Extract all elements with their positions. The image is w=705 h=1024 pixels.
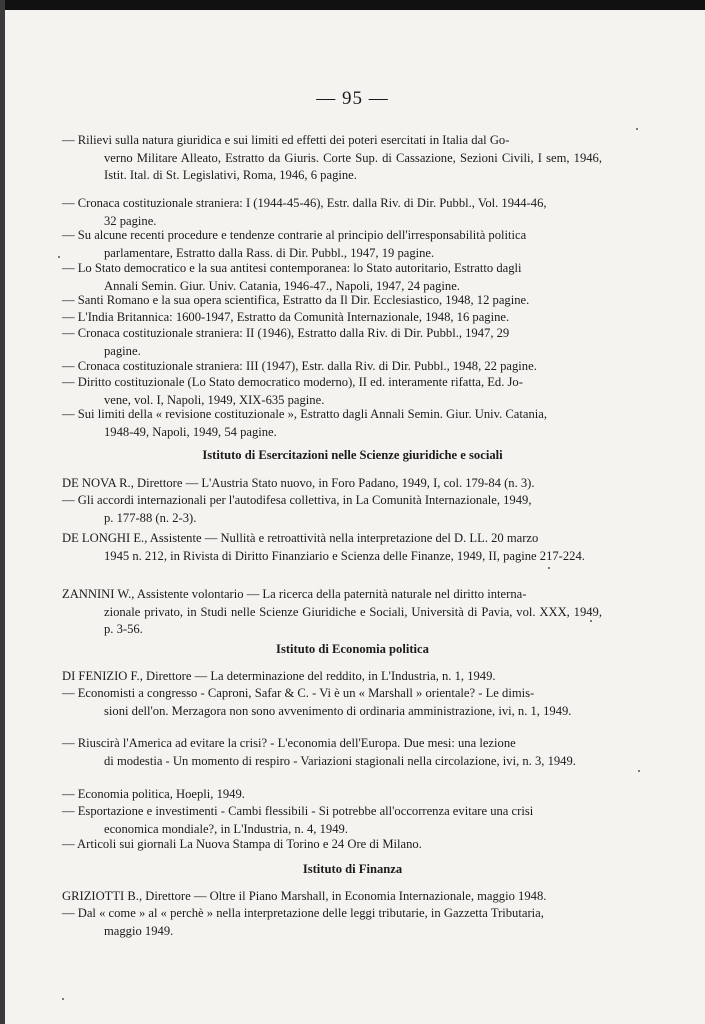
bibliography-entry — [62, 195, 602, 230]
entry-continuation: sioni dell'on. Merzagora non sono avvenimento di ordinaria amministrazione, ivi, n. 1, 1949. — [104, 703, 572, 718]
scan-speck — [590, 620, 592, 622]
entry-continuation: di modestia - Un momento di respiro - Variazioni stagionali nella circolazione, ivi, n. 3, 1949. — [104, 753, 576, 768]
bibliography-entry — [62, 888, 602, 906]
entry-first-line: — Lo Stato democratico e la sua antitesi contemporanea: lo Stato autoritario, Estratto dagli — [62, 261, 522, 275]
entry-first-line: — Su alcune recenti procedure e tendenze contrarie al principio dell'irresponsabilità politica — [62, 228, 527, 242]
entry-continuation: zionale privato, in Studi nelle Scienze Giuridiche e Sociali, Università di Pavia, vol. XXX, 1949, p. 3-56. — [104, 604, 602, 637]
entry-continuation: verno Militare Alleato, Estratto da Giuris. Corte Sup. di Cassazione, Sezioni Civili, I sem, 1946, Istit. Ital. di St. Legislativi, Roma, 1946, 6 pagine. — [104, 150, 602, 183]
entry-first-line: — Economisti a congresso - Caproni, Safar & C. - Vi è un « Marshall » orientale? - Le dimis- — [62, 686, 535, 700]
entry-first-line: — Riuscirà l'America ad evitare la crisi? - L'economia dell'Europa. Due mesi: una lezione — [62, 736, 516, 750]
scan-speck — [62, 998, 64, 1000]
entry-first-line: — Economia politica, Hoepli, 1949. — [62, 787, 245, 801]
entry-first-line: GRIZIOTTI B., Direttore — Oltre il Piano Marshall, in Economia Internazionale, maggio 1948. — [62, 889, 547, 903]
entry-first-line: — Articoli sui giornali La Nuova Stampa di Torino e 24 Ore di Milano. — [62, 837, 422, 851]
bibliography-entry — [62, 530, 602, 565]
entry-first-line: — Diritto costituzionale (Lo Stato democratico moderno), II ed. interamente rifatta, Ed. Jo- — [62, 375, 523, 389]
bibliography-entry — [62, 132, 602, 185]
bibliography-entry — [62, 475, 602, 493]
bibliography-entry — [62, 905, 602, 940]
bibliography-entry — [62, 227, 602, 262]
bibliography-entry — [62, 260, 602, 295]
entry-continuation: 1948-49, Napoli, 1949, 54 pagine. — [104, 424, 277, 439]
entry-first-line: — Cronaca costituzionale straniera: I (1944-45-46), Estr. dalla Riv. di Dir. Pubbl., Vol. 1944-46, — [62, 196, 547, 210]
scan-top-border — [0, 0, 705, 10]
entry-first-line: DE LONGHI E., Assistente — Nullità e retroattività nella interpretazione del D. LL. 20 marzo — [62, 531, 539, 545]
bibliography-entry — [62, 685, 602, 720]
section-heading: Istituto di Finanza — [302, 862, 403, 876]
bibliography-entry — [62, 309, 602, 327]
entry-continuation: 32 pagine. — [104, 213, 157, 228]
bibliography-entry — [62, 292, 602, 310]
entry-continuation: p. 177-88 (n. 2-3). — [104, 510, 197, 525]
entry-continuation: 1945 n. 212, in Rivista di Diritto Finanziario e Scienza delle Finanze, 1949, II, pagine 217-224. — [104, 548, 585, 563]
entry-first-line: — Sui limiti della « revisione costituzionale », Estratto dagli Annali Semin. Giur. Univ. Catania, — [62, 407, 548, 421]
entry-first-line: — Cronaca costituzionale straniera: III (1947), Estr. dalla Riv. di Dir. Pubbl., 1948, 22 pagine. — [62, 359, 537, 373]
scan-speck — [548, 567, 550, 569]
entry-first-line: DE NOVA R., Direttore — L'Austria Stato nuovo, in Foro Padano, 1949, I, col. 179-84 (n. 3). — [62, 476, 535, 490]
entry-first-line: — Esportazione e investimenti - Cambi flessibili - Si potrebbe all'occorrenza evitare una crisi — [62, 804, 534, 818]
scan-speck — [636, 128, 638, 130]
bibliography-entry — [62, 668, 602, 686]
bibliography-entry — [62, 374, 602, 409]
entry-continuation: vene, vol. I, Napoli, 1949, XIX-635 pagine. — [104, 392, 325, 407]
page-number: — 95 — — [316, 88, 389, 109]
bibliography-entry — [62, 586, 602, 639]
scan-speck — [638, 770, 640, 772]
entry-continuation: parlamentare, Estratto dalla Rass. di Dir. Pubbl., 1947, 19 pagine. — [104, 245, 435, 260]
entry-first-line: — Dal « come » al « perchè » nella interpretazione delle leggi tributarie, in Gazzetta Tributaria, — [62, 906, 544, 920]
bibliography-entry — [62, 803, 602, 838]
section-heading: Istituto di Economia politica — [276, 642, 429, 656]
entry-first-line: — L'India Britannica: 1600-1947, Estratto da Comunità Internazionale, 1948, 16 pagine. — [62, 310, 510, 324]
bibliography-entry — [62, 786, 602, 804]
bibliography-entry — [62, 836, 602, 854]
bibliography-entry — [62, 735, 602, 770]
entry-first-line: — Rilievi sulla natura giuridica e sui limiti ed effetti dei poteri esercitati in Italia dal Go- — [62, 133, 510, 147]
entry-continuation: maggio 1949. — [104, 923, 174, 938]
entry-continuation: Annali Semin. Giur. Univ. Catania, 1946-47., Napoli, 1947, 24 pagine. — [104, 278, 460, 293]
scan-speck — [58, 256, 60, 258]
section-heading: Istituto di Esercitazioni nelle Scienze giuridiche e sociali — [202, 448, 503, 462]
entry-first-line: — Santi Romano e la sua opera scientifica, Estratto da Il Dir. Ecclesiastico, 1948, 12 pagine. — [62, 293, 530, 307]
entry-first-line: — Cronaca costituzionale straniera: II (1946), Estratto dalla Riv. di Dir. Pubbl., 1947, 29 — [62, 326, 510, 340]
bibliography-entry — [62, 406, 602, 441]
entry-continuation: economica mondiale?, in L'Industria, n. 4, 1949. — [104, 821, 348, 836]
entry-first-line: ZANNINI W., Assistente volontario — La ricerca della paternità naturale nel diritto interna- — [62, 587, 527, 601]
bibliography-entry — [62, 492, 602, 527]
bibliography-entry — [62, 358, 602, 376]
bibliography-entry — [62, 325, 602, 360]
entry-continuation: pagine. — [104, 343, 141, 358]
entry-first-line: DI FENIZIO F., Direttore — La determinazione del reddito, in L'Industria, n. 1, 1949. — [62, 669, 496, 683]
entry-first-line: — Gli accordi internazionali per l'autodifesa collettiva, in La Comunità Internazionale, 1949, — [62, 493, 532, 507]
